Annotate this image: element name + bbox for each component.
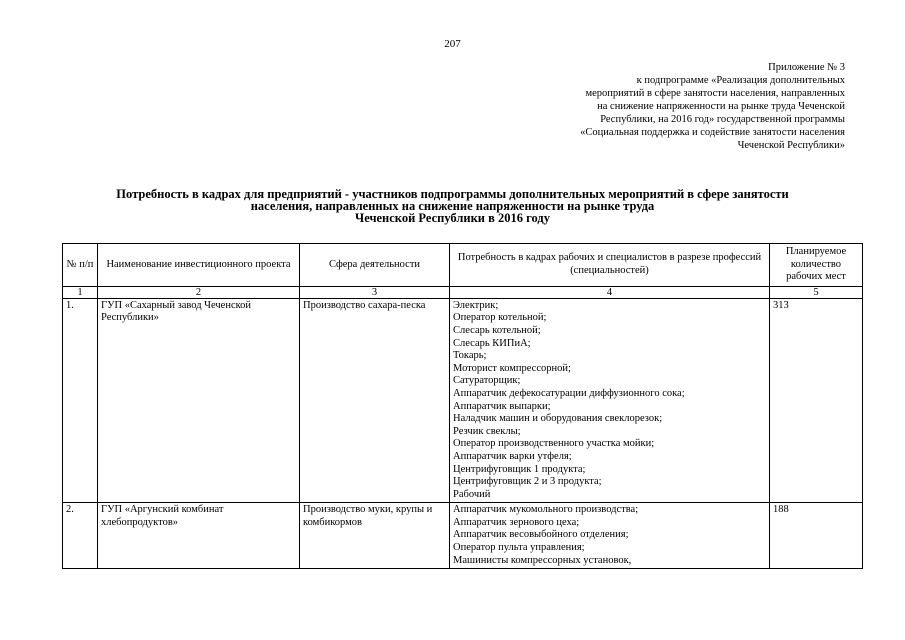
profession-item: Аппаратчик варки утфеля; [453, 450, 572, 462]
header-sphere: Сфера деятельности [300, 244, 450, 287]
profession-item: Центрифуговщик 2 и 3 продукта; [453, 476, 602, 488]
profession-item: Оператор производственного участка мойки; [453, 438, 655, 450]
profession-item: Оператор котельной; [453, 312, 547, 324]
column-number: 5 [770, 286, 863, 298]
column-number: 3 [300, 286, 450, 298]
planned-jobs: 313 [770, 298, 863, 503]
column-number: 4 [450, 286, 770, 298]
professions-list [450, 298, 770, 503]
page-number: 207 [444, 38, 461, 50]
appendix-line: Приложение № 3 [768, 62, 845, 73]
header-project: Наименование инвестиционного проекта [98, 244, 300, 287]
title-line: Чеченской Республики в 2016 году [355, 211, 550, 225]
profession-item: Токарь; [453, 350, 487, 362]
table-row [63, 298, 863, 503]
header-number: № п/п [63, 244, 98, 287]
profession-item: Электрик; [453, 299, 499, 311]
document-title [0, 188, 905, 224]
professions-list [450, 503, 770, 569]
appendix-line: на снижение напряженности на рынке труда Чеченской [597, 101, 845, 112]
profession-item: Оператор пульта управления; [453, 542, 585, 554]
profession-item: Аппаратчик дефекосатурации диффузионного сока; [453, 387, 685, 399]
table-header-row [63, 244, 863, 287]
profession-item: Аппаратчик мукомольного производства; [453, 504, 639, 516]
profession-item: Аппаратчик выпарки; [453, 400, 551, 412]
planned-jobs: 188 [770, 503, 863, 569]
profession-item: Слесарь котельной; [453, 324, 541, 336]
profession-item: Наладчик машин и оборудования свеклорезок; [453, 413, 663, 425]
row-number: 2. [63, 503, 98, 569]
table-row [63, 503, 863, 569]
activity-sphere: Производство сахара-песка [300, 298, 450, 503]
project-name: ГУП «Сахарный завод Чеченской Республики» [98, 298, 300, 503]
project-name: ГУП «Аргунский комбинат хлебопродуктов» [98, 503, 300, 569]
column-number-row [63, 286, 863, 298]
profession-item: Сатураторщик; [453, 375, 521, 387]
activity-sphere: Производство муки, крупы и комбикормов [300, 503, 450, 569]
profession-item: Центрифуговщик 1 продукта; [453, 463, 586, 475]
header-professions: Потребность в кадрах рабочих и специалистов в разрезе профессий (специальностей) [450, 244, 770, 287]
staffing-needs-table [62, 243, 863, 569]
appendix-line: «Социальная поддержка и содействие занятости населения [580, 127, 845, 138]
column-number: 1 [63, 286, 98, 298]
appendix-line: мероприятий в сфере занятости населения, направленных [585, 88, 845, 99]
appendix-line: Чеченской Республики» [737, 140, 845, 151]
title-line: Потребность в кадрах для предприятий - участников подпрограммы дополнительных мероприятий в сфере занятости [116, 187, 789, 201]
appendix-line: Республики, на 2016 год» государственной программы [600, 114, 845, 125]
row-number: 1. [63, 298, 98, 503]
profession-item: Резчик свеклы; [453, 425, 521, 437]
profession-item: Рабочий [453, 488, 491, 500]
profession-item: Аппаратчик весовыбойного отделения; [453, 529, 629, 541]
profession-item: Аппаратчик зернового цеха; [453, 516, 580, 528]
title-line: населения, направленных на снижение напряженности на рынке труда [250, 199, 655, 213]
profession-item: Слесарь КИПиА; [453, 337, 531, 349]
column-number: 2 [98, 286, 300, 298]
header-planned-jobs: Планируемое количество рабочих мест [770, 244, 863, 287]
profession-item: Моторист компрессорной; [453, 362, 571, 374]
appendix-line: к подпрограмме «Реализация дополнительных [636, 75, 845, 86]
appendix-note [505, 61, 845, 152]
profession-item: Машинисты компрессорных установок, [453, 554, 632, 566]
